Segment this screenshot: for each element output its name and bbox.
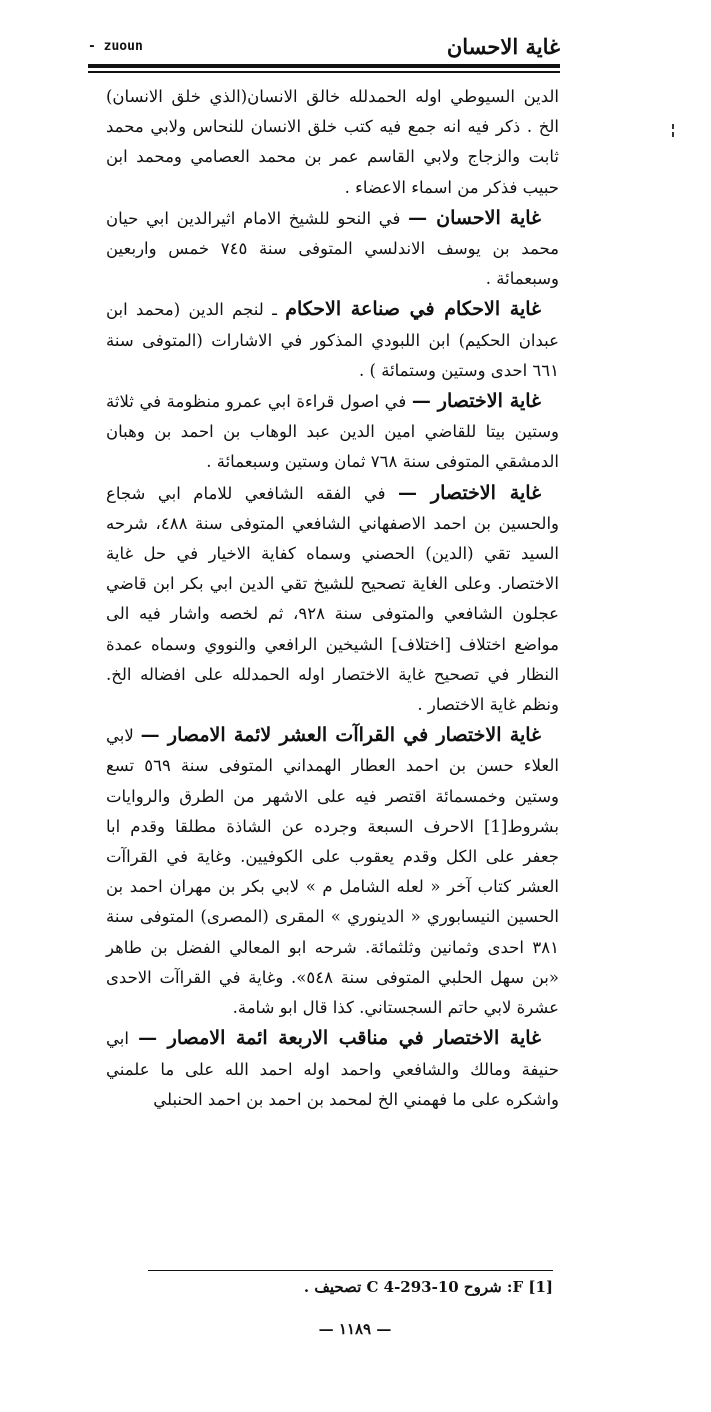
entry-paragraph: [106, 386, 559, 478]
entry-paragraph: [106, 203, 559, 295]
entry-paragraph: [106, 720, 559, 1023]
entry-heading: غاية الاحكام في صناعة الاحكام: [285, 298, 541, 321]
running-title: غاية الاحسان: [446, 33, 560, 59]
entry-paragraph: [106, 478, 559, 721]
text-body: [106, 82, 559, 1115]
footnote-rule: [148, 1270, 553, 1271]
page-header: [88, 30, 560, 62]
margin-mark: [672, 124, 674, 142]
entry-heading: غاية الاختصار في مناقب الاربعة ائمة الامصار —: [138, 1027, 541, 1050]
header-sigla: - zuoun: [88, 38, 143, 54]
entry-paragraph: [106, 294, 559, 386]
entry-paragraph: [106, 1023, 559, 1115]
entry-heading: غاية الاختصار —: [398, 481, 541, 504]
header-rule-thick: [88, 64, 560, 68]
entry-text: في الفقه الشافعي للامام ابي شجاع والحسين بن احمد الاصفهاني الشافعي المتوفى سنة ٤٨٨، شرحه السيد تقي (الدين) الحصني وسماه كفاية الاخيار في حل غاية الاختصار. وعلى الغاية تصحيح للشيخ تقي الدين ابي بكر ابن قاضي عجلون الشافعي والمتوفى سنة ٩٢٨، ثم لخصه واشار فيه الى مواضع اختلاف [اختلاف] الشيخين الرافعي والنووي وسماه عمدة النظار في تصحيح غاية الاختصار اوله الحمدلله على افضاله الخ. ونظم غاية الاختصار .: [106, 483, 560, 715]
entry-text: في النحو للشيخ الامام اثيرالدين ابي حيان محمد بن يوسف الاندلسي المتوفى سنة ٧٤٥ خمس واربعين وسبعمائة .: [106, 208, 559, 289]
entry-text: في اصول قراءة ابي عمرو منظومة في ثلاثة وستين بيتا للقاضي امين الدين عبد الوهاب بن احمد بن وهبان الدمشقي المتوفى سنة ٧٦٨ ثمان وستين وسبعمائة .: [106, 392, 559, 472]
page-number: — ١١٨٩ —: [318, 1320, 392, 1338]
entry-heading: غاية الاختصار —: [411, 390, 541, 413]
entry-heading: غاية الاحسان —: [408, 206, 541, 229]
header-rule-thin: [88, 71, 560, 73]
entry-heading: غاية الاختصار في القراآت العشر لائمة الامصار —: [140, 724, 541, 747]
entry-text: ـ لنجم الدين (محمد ابن عبدان الحكيم) ابن اللبودي المذكور في الاشارات (المتوفى سنة ٦٦١ احدى وستين وستمائة ) .: [106, 300, 559, 380]
footnote: [1] F: شروح C 4-293-10 تصحيف .: [303, 1278, 553, 1296]
paragraph-text: الدين السيوطي اوله الحمدلله خالق الانسان(الذي خلق الانسان) الخ . ذكر فيه انه جمع فيه كتب خلق الانسان للنحاس ولابي محمد ثابت والزجاج ولابي القاسم عمر بن محمد العصامي ومحمد ابن حبيب فذكر من اسماء الاعضاء .: [106, 87, 559, 197]
entry-text: لابي العلاء حسن بن احمد العطار الهمداني المتوفى سنة ٥٦٩ تسع وستين وخمسمائة اقتصر فيه على الاشهر من الطرق والروايات بشروط[1] الاحرف السبعة وجرده عن الشاذة مطلقا وقدم ابا جعفر على الكل وقدم يعقوب على الكوفيين. وغاية في القراآت العشر كتاب آخر « لعله الشامل م » لابي بكر بن مهران احمد بن الحسين النيسابوري « الدينوري » المقرى (المصرى) المتوفى سنة ٣٨١ احدى وثمانين وثلثمائة. شرحه ابو المعالي الفضل بن طاهر «بن سهل الحلبي المتوفى سنة ٥٤٨». وغاية في القراآت الاحدى عشرة لابي حاتم السجستاني. كذا قال ابو شامة.: [106, 726, 559, 1018]
paragraph-continuation: [106, 82, 559, 203]
entry-text: ابي حنيفة ومالك والشافعي واحمد اوله احمد الله على ما علمني واشكره على ما فهمني الخ لمحمد بن احمد بن احمد الحنبلي: [106, 1029, 559, 1109]
